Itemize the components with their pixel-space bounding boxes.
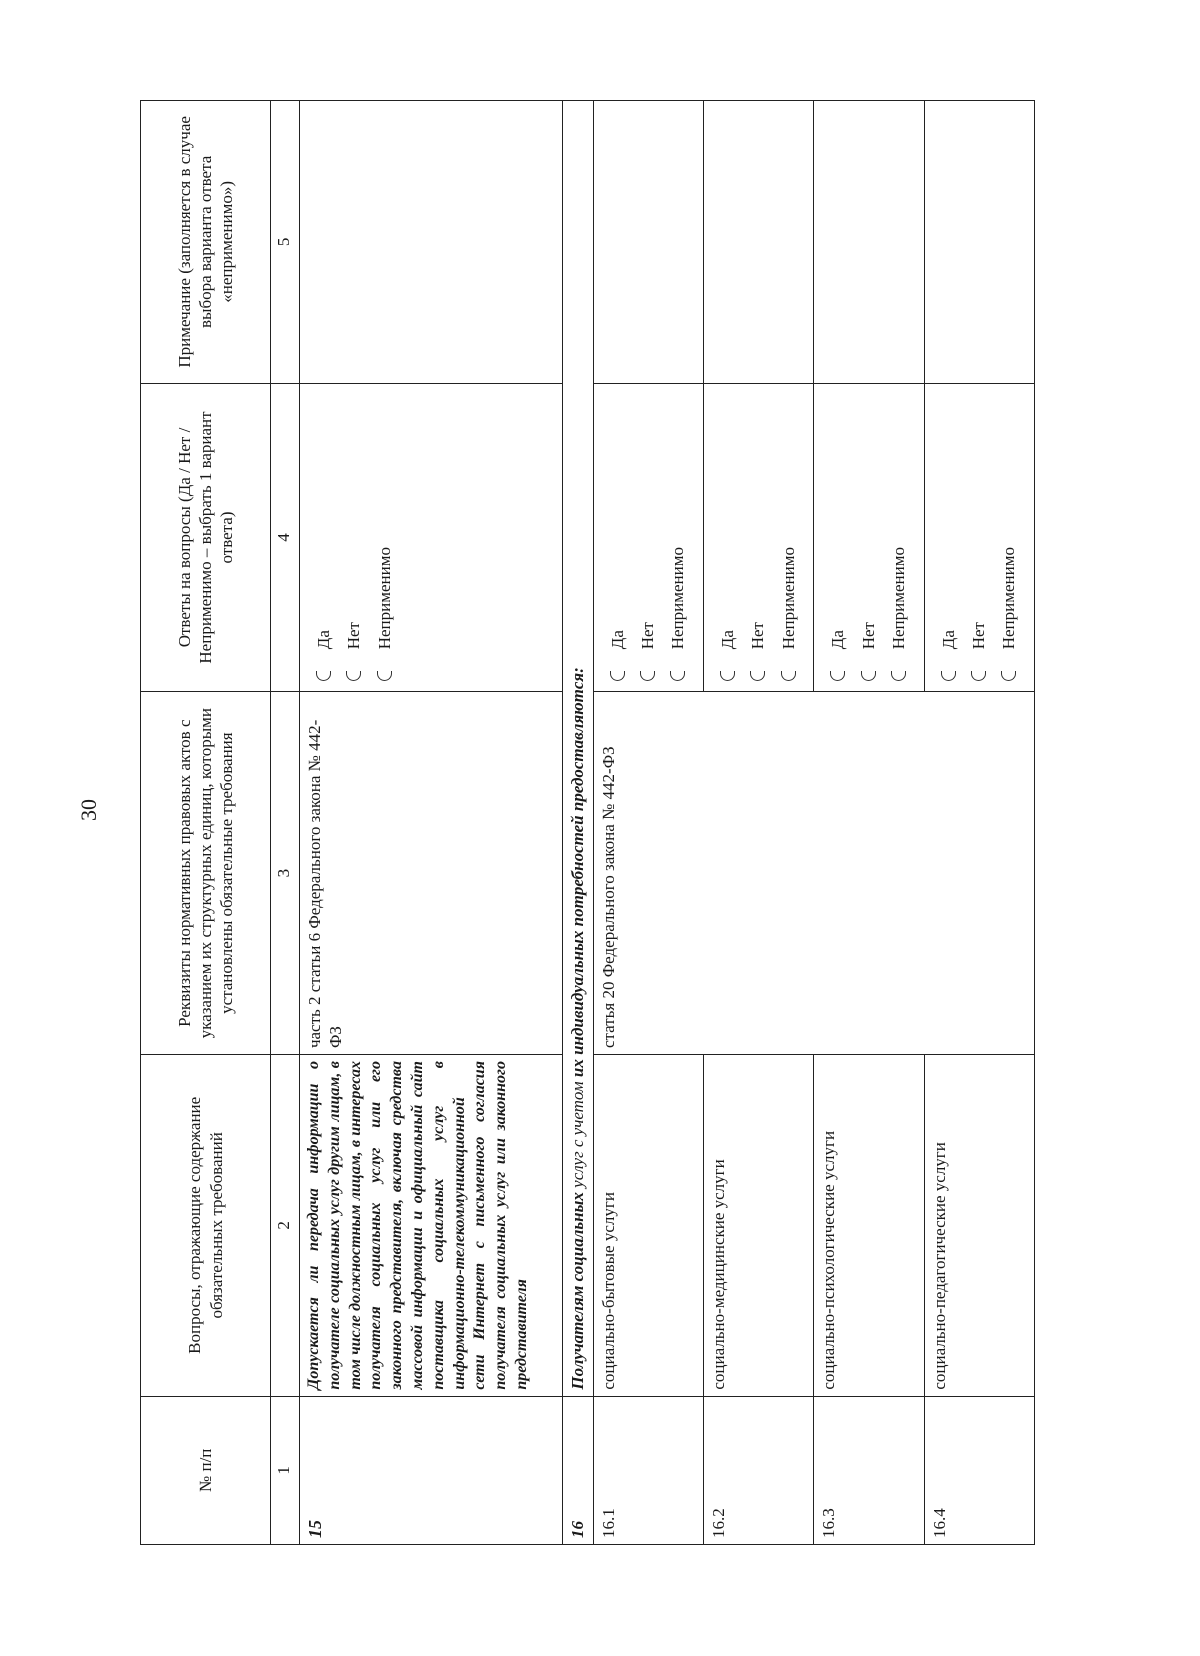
row-16-title-b: услуг с учетом [568, 1077, 587, 1193]
col-number-5: 5 [271, 101, 300, 384]
header-answers: Ответы на вопросы (Да / Нет / Неприменимо – выбрать 1 вариант ответа) [141, 383, 271, 692]
header-no: № п/п [141, 1396, 271, 1544]
radio-icon[interactable] [610, 671, 625, 681]
option-no[interactable] [747, 390, 768, 682]
row-16-3-options [827, 390, 909, 686]
option-yes[interactable] [827, 390, 848, 682]
option-no[interactable] [968, 390, 989, 682]
option-na[interactable] [667, 390, 688, 682]
option-na[interactable] [778, 390, 799, 682]
radio-icon[interactable] [941, 671, 956, 681]
row-16-4-answers [924, 383, 1034, 692]
page-number-text: 30 [76, 799, 101, 821]
row-15-question: Допускается ли передача информации о получателе социальных услуг другим лицам, в том числе должностным лицам, в интересах получателя социальных услуг или его законного представителя, включая средства массовой информации и официальный сайт поставщика социальных услуг в информационно-телекоммуникационной сети Интернет с письменного согласия получателя социальных услуг или законного представителя [300, 1055, 563, 1397]
radio-icon[interactable] [830, 671, 845, 681]
row-16-1-options [607, 390, 689, 686]
option-no[interactable] [858, 390, 879, 682]
row-16-reference: статья 20 Федерального закона № 442-ФЗ [593, 692, 1034, 1055]
option-na[interactable] [374, 390, 395, 682]
row-16-2-label: социально-медицинские услуги [704, 1055, 814, 1397]
row-16-4-options [938, 390, 1020, 686]
row-16-3-label: социально-психологические услуги [814, 1055, 924, 1397]
row-16-title [563, 101, 594, 1397]
option-label: Неприменимо [668, 547, 688, 650]
row-15-reference: часть 2 статьи 6 Федерального закона № 442-ФЗ [300, 692, 563, 1055]
radio-icon[interactable] [670, 671, 685, 681]
option-no[interactable] [343, 390, 364, 682]
option-yes[interactable] [607, 390, 628, 682]
option-label: Нет [637, 622, 657, 650]
row-16-2-answers [704, 383, 814, 692]
option-na[interactable] [998, 390, 1019, 682]
col-number-1: 1 [271, 1396, 300, 1544]
radio-icon[interactable] [861, 671, 876, 681]
row-16-number: 16 [563, 1396, 594, 1544]
row-16-title-a: Получателям социальных [568, 1192, 587, 1390]
radio-icon[interactable] [750, 671, 765, 681]
option-yes[interactable] [717, 390, 738, 682]
radio-icon[interactable] [1001, 671, 1016, 681]
col-number-2: 2 [271, 1055, 300, 1397]
header-references: Реквизиты нормативных правовых актов с указанием их структурных единиц, которыми установлены обязательные требования [141, 692, 271, 1055]
row-16-1-number: 16.1 [593, 1396, 703, 1544]
option-label: Да [314, 630, 333, 650]
row-15-answers [300, 383, 563, 692]
col-number-3: 3 [271, 692, 300, 1055]
option-label: Нет [858, 622, 878, 650]
header-notes: Примечание (заполняется в случае выбора варианта ответа «неприменимо») [141, 101, 271, 384]
option-label: Да [718, 630, 737, 650]
row-16-1 [593, 101, 703, 1545]
header-questions: Вопросы, отражающие содержание обязательных требований [141, 1055, 271, 1397]
radio-icon[interactable] [346, 671, 361, 681]
row-16-3-number: 16.3 [814, 1396, 924, 1544]
option-na[interactable] [888, 390, 909, 682]
option-no[interactable] [637, 390, 658, 682]
radio-icon[interactable] [781, 671, 796, 681]
row-16-title-c: их индивидуальных потребностей предоставляются: [568, 667, 587, 1078]
checklist-page [140, 100, 1035, 1545]
row-16-1-answers [593, 383, 703, 692]
row-15-note[interactable] [300, 101, 563, 384]
row-16-3-note[interactable] [814, 101, 924, 384]
row-16-1-note[interactable] [593, 101, 703, 384]
radio-icon[interactable] [640, 671, 655, 681]
row-16-4-label: социально-педагогические услуги [924, 1055, 1034, 1397]
column-number-row [271, 101, 300, 1545]
option-yes[interactable] [313, 390, 334, 682]
option-label: Да [828, 630, 848, 650]
row-16-4-number: 16.4 [924, 1396, 1034, 1544]
row-15 [300, 101, 563, 1545]
radio-icon[interactable] [316, 671, 331, 681]
option-label: Неприменимо [888, 547, 908, 650]
row-15-options [313, 390, 395, 686]
row-16-2-options [717, 390, 799, 686]
row-16 [563, 101, 594, 1545]
radio-icon[interactable] [720, 671, 735, 681]
row-16-3-answers [814, 383, 924, 692]
row-16-2-note[interactable] [704, 101, 814, 384]
col-number-4: 4 [271, 383, 300, 692]
option-label: Да [938, 630, 958, 650]
row-15-number: 15 [300, 1396, 563, 1544]
radio-icon[interactable] [377, 671, 392, 681]
option-label: Неприменимо [374, 547, 394, 650]
page-number [76, 797, 102, 823]
option-label: Неприменимо [999, 547, 1019, 650]
radio-icon[interactable] [891, 671, 906, 681]
row-16-2-number: 16.2 [704, 1396, 814, 1544]
option-label: Неприменимо [778, 547, 798, 650]
row-16-4-note[interactable] [924, 101, 1034, 384]
radio-icon[interactable] [971, 671, 986, 681]
checklist-table [140, 100, 1035, 1545]
option-label: Да [607, 630, 627, 650]
row-16-1-label: социально-бытовые услуги [593, 1055, 703, 1397]
option-label: Нет [968, 622, 988, 650]
option-label: Нет [344, 622, 364, 650]
option-label: Нет [748, 622, 768, 650]
option-yes[interactable] [938, 390, 959, 682]
header-row [141, 101, 271, 1545]
